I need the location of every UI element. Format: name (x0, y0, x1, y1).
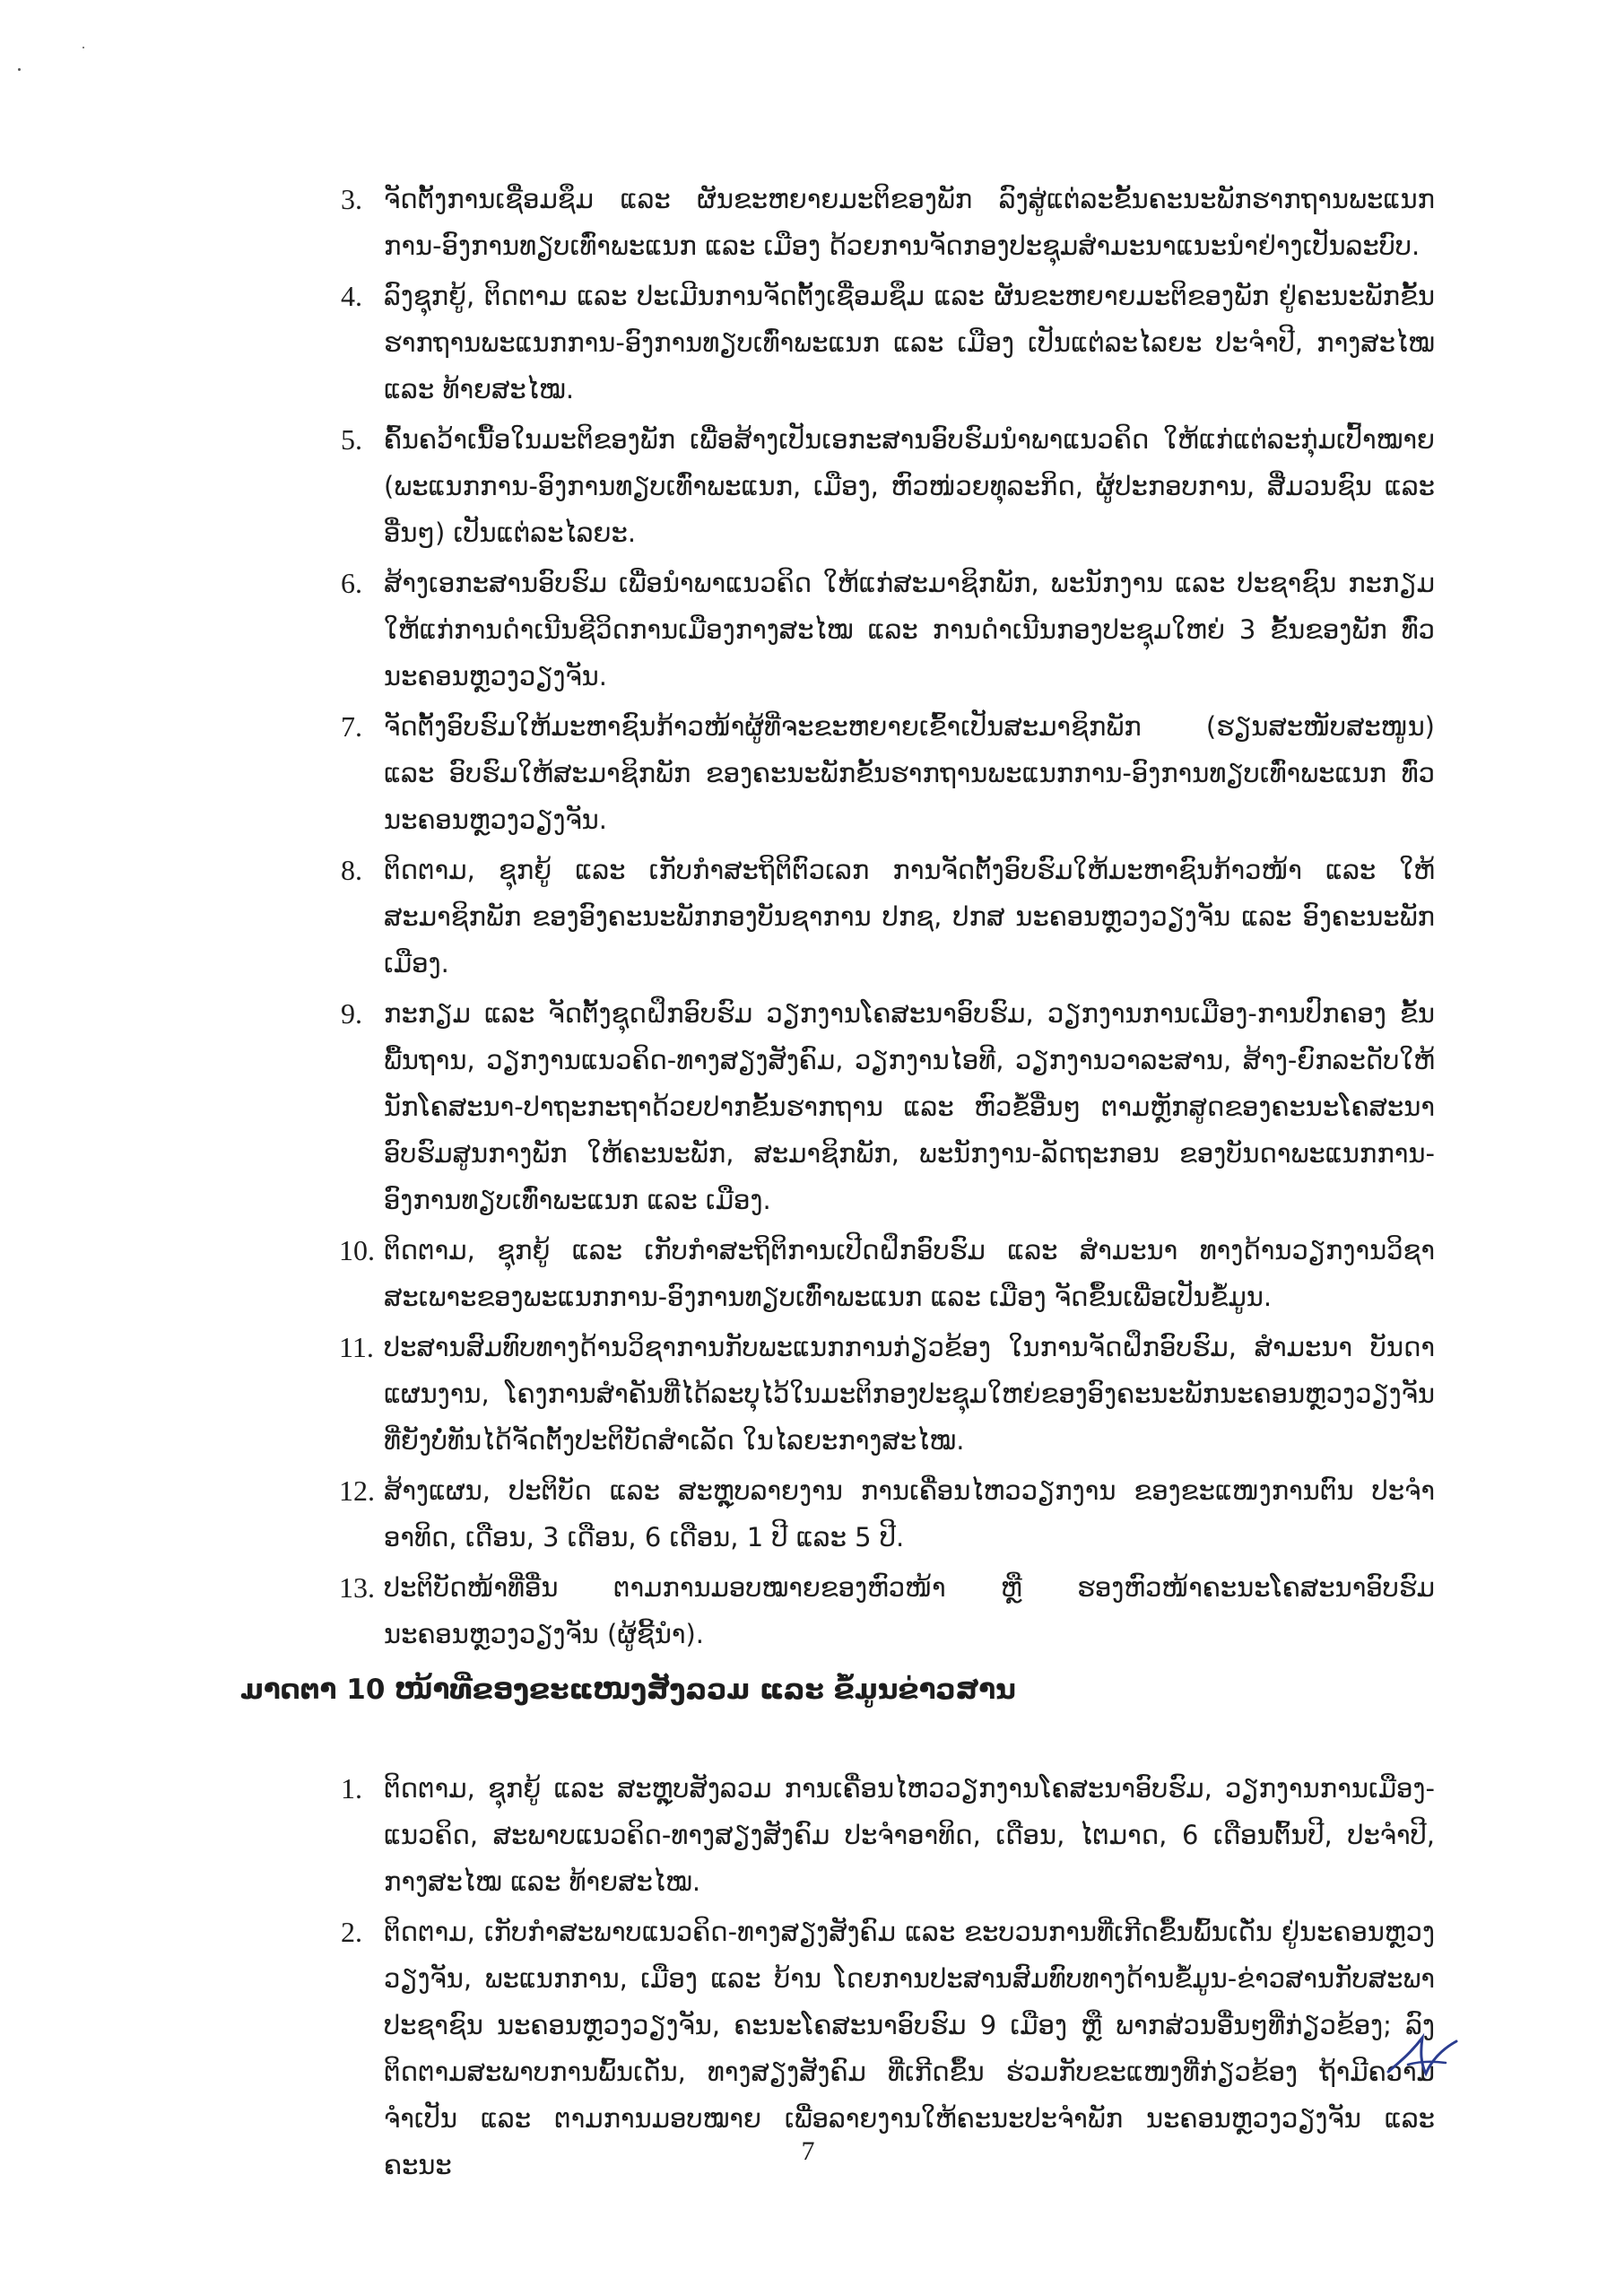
item-number: 7. (341, 710, 362, 743)
list-item (341, 1324, 1435, 1464)
item-text: ຕິດຕາມ, ຊຸກຍູ້ ແລະ ສະຫຼຸບສັງລວມ ການເຄື່ອນໄຫວວຽກງານໂຄສະນາອົບຮົມ, ວຽກງານການເມືອງ-ແນວຄິດ, ສະພາບແນວຄິດ-ທາງສຽງສັງຄົມ ປະຈຳອາທິດ, ເດືອນ, ໄຕມາດ, 6 ເດືອນຕົ້ນປີ, ປະຈຳປີ, ກາງສະໄໝ ແລະ ທ້າຍສະໄໝ. (384, 1773, 1435, 1897)
scan-speck (83, 47, 84, 48)
item-text: ກະກຽມ ແລະ ຈັດຕັ້ງຊຸດຝຶກອົບຮົມ ວຽກງານໂຄສະນາອົບຮົມ, ວຽກງານການເມືອງ-ການປົກຄອງ ຂັ້ນພື້ນຖານ, ວຽກງານແນວຄິດ-ທາງສຽງສັງຄົມ, ວຽກງານໄອທີ, ວຽກງານວາລະສານ, ສ້າງ-ຍົກລະດັບໃຫ້ນັກໂຄສະນາ-ປາຖະກະຖາດ້ວຍປາກຂັ້ນຮາກຖານ ແລະ ຫົວຂໍ້ອື່ນໆ ຕາມຫຼັກສູດຂອງຄະນະໂຄສະນາອົບຮົມສູນກາງພັກ ໃຫ້ຄະນະພັກ, ສະມາຊິກພັກ, ພະນັກງານ-ລັດຖະກອນ ຂອງບັນດາພະແນກການ-ອົງການທຽບເທົ່າພະແນກ ແລະ ເມືອງ. (384, 998, 1435, 1215)
handwritten-initial-signature (1381, 2025, 1462, 2088)
list-item (341, 273, 1435, 413)
item-number: 4. (341, 280, 362, 312)
list-item (341, 176, 1435, 269)
article-10-heading: ມາດຕາ 10 ໜ້າທີ່ຂອງຂະແໜງສັງລວມ ແລະ ຂໍ້ມູນຂ່າວສານ (240, 1674, 1016, 1706)
item-text: ປະຕິບັດໜ້າທີ່ອື່ນ ຕາມການມອບໝາຍຂອງຫົວໜ້າ ຫຼື ຮອງຫົວໜ້າຄະນະໂຄສະນາອົບຮົມ ນະຄອນຫຼວງວຽງຈັນ (ຜູ້ຊີ້ນຳ). (384, 1572, 1435, 1649)
item-number: 9. (341, 997, 362, 1030)
item-number: 13. (339, 1571, 375, 1604)
list-item (341, 1227, 1435, 1320)
item-text: ຕິດຕາມ, ເກັບກຳສະພາບແນວຄິດ-ທາງສຽງສັງຄົມ ແລະ ຂະບວນການທີ່ເກີດຂຶ້ນພົ້ນເດັ່ນ ຢູ່ນະຄອນຫຼວງວຽງຈັນ, ພະແນກການ, ເມືອງ ແລະ ບ້ານ ໂດຍການປະສານສົມທົບທາງດ້ານຂໍ້ມູນ-ຂ່າວສານກັບສະພາປະຊາຊົນ ນະຄອນຫຼວງວຽງຈັນ, ຄະນະໂຄສະນາອົບຮົມ 9 ເມືອງ ຫຼື ພາກສ່ວນອື່ນໆທີ່ກ່ຽວຂ້ອງ; ລົງຕິດຕາມສະພາບການພົ້ນເດັ່ນ, ທາງສຽງສັງຄົມ ທີ່ເກີດຂຶ້ນ ຮ່ວມກັບຂະແໜງທີ່ກ່ຽວຂ້ອງ ຖ້າມີຄວາມຈຳເປັນ ແລະ ຕາມການມອບໝາຍ ເພື່ອລາຍງານໃຫ້ຄະນະປະຈຳພັກ ນະຄອນຫຼວງວຽງຈັນ ແລະ ຄະນະ (384, 1917, 1435, 2180)
item-number: 8. (341, 854, 362, 886)
duties-list-continued (341, 176, 1435, 1661)
page-number: 7 (801, 2136, 815, 2166)
list-item (341, 416, 1435, 556)
item-text: ປະສານສົມທົບທາງດ້ານວິຊາການກັບພະແນກການກ່ຽວຂ້ອງ ໃນການຈັດຝຶກອົບຮົມ, ສຳມະນາ ບັນດາແຜນງານ, ໂຄງການສຳຄັນທີ່ໄດ້ລະບຸໄວ້ໃນມະຕິກອງປະຊຸມໃຫຍ່ຂອງອົງຄະນະພັກນະຄອນຫຼວງວຽງຈັນທີ່ຍັງບໍ່ທັນໄດ້ຈັດຕັ້ງປະຕິບັດສຳເລັດ ໃນໄລຍະກາງສະໄໝ. (384, 1332, 1435, 1456)
item-text: ຕິດຕາມ, ຊຸກຍູ້ ແລະ ເກັບກຳສະຖິຕິການເປີດຝຶກອົບຮົມ ແລະ ສຳມະນາ ທາງດ້ານວຽກງານວິຊາສະເພາະຂອງພະແນກການ-ອົງການທຽບເທົ່າພະແນກ ແລະ ເມືອງ ຈັດຂຶ້ນເພື່ອເປັນຂໍ້ມູນ. (384, 1235, 1435, 1312)
item-number: 10. (339, 1234, 375, 1266)
list-item (341, 990, 1435, 1223)
list-item (341, 847, 1435, 987)
item-text: ສ້າງແຜນ, ປະຕິບັດ ແລະ ສະຫຼຸບລາຍງານ ການເຄື່ອນໄຫວວຽກງານ ຂອງຂະແໜງການຕົນ ປະຈຳອາທິດ, ເດືອນ, 3 ເດືອນ, 6 ເດືອນ, 1 ປີ ແລະ 5 ປີ. (384, 1475, 1435, 1552)
item-number: 12. (339, 1474, 375, 1507)
item-number: 1. (341, 1772, 362, 1805)
list-item (341, 1564, 1435, 1657)
item-text: ຈັດຕັ້ງອົບຮົມໃຫ້ມະຫາຊົນກ້າວໜ້າຜູ້ທີ່ຈະຂະຫຍາຍເຂົ້າເປັນສະມາຊິກພັກ (ຮຽນສະໜັບສະໜູນ) ແລະ ອົບຮົມໃຫ້ສະມາຊິກພັກ ຂອງຄະນະພັກຂັ້ນຮາກຖານພະແນກການ-ອົງການທຽບເທົ່າພະແນກ ທົ່ວນະຄອນຫຼວງວຽງຈັນ. (384, 711, 1435, 835)
list-item (341, 560, 1435, 700)
item-text: ຈັດຕັ້ງການເຊື່ອມຊຶມ ແລະ ຜັນຂະຫຍາຍມະຕິຂອງພັກ ລົງສູ່ແຕ່ລະຂັ້ນຄະນະພັກຮາກຖານພະແນກການ-ອົງການທຽບເທົ່າພະແນກ ແລະ ເມືອງ ດ້ວຍການຈັດກອງປະຊຸມສຳມະນາແນະນຳຢ່າງເປັນລະບົບ. (384, 184, 1435, 261)
list-item (341, 703, 1435, 843)
article-10-duties-list (341, 1765, 1435, 2192)
list-item (341, 1765, 1435, 1905)
item-text: ສ້າງເອກະສານອົບຮົມ ເພື່ອນຳພາແນວຄິດ ໃຫ້ແກ່ສະມາຊິກພັກ, ພະນັກງານ ແລະ ປະຊາຊົນ ກະກຽມໃຫ້ແກ່ການດຳເນີນຊີວິດການເມືອງກາງສະໄໝ ແລະ ການດຳເນີນກອງປະຊຸມໃຫຍ່ 3 ຂັ້ນຂອງພັກ ທົ່ວນະຄອນຫຼວງວຽງຈັນ. (384, 568, 1435, 691)
list-item (341, 1467, 1435, 1561)
item-number: 5. (341, 423, 362, 456)
scan-speck (18, 68, 21, 71)
item-text: ຕິດຕາມ, ຊຸກຍູ້ ແລະ ເກັບກຳສະຖິຕິຕົວເລກ ການຈັດຕັ້ງອົບຮົມໃຫ້ມະຫາຊົນກ້າວໜ້າ ແລະ ໃຫ້ສະມາຊິກພັກ ຂອງອົງຄະນະພັກກອງບັນຊາການ ປກຊ, ປກສ ນະຄອນຫຼວງວຽງຈັນ ແລະ ອົງຄະນະພັກເມືອງ. (384, 855, 1435, 978)
item-number: 6. (341, 567, 362, 599)
item-number: 3. (341, 183, 362, 215)
item-text: ຄົ້ນຄວ້າເນື້ອໃນມະຕິຂອງພັກ ເພື່ອສ້າງເປັນເອກະສານອົບຮົມນຳພາແນວຄິດ ໃຫ້ແກ່ແຕ່ລະກຸ່ມເປົ້າໝາຍ (ພະແນກການ-ອົງການທຽບເທົ່າພະແນກ, ເມືອງ, ຫົວໜ່ວຍທຸລະກິດ, ຜູ້ປະກອບການ, ສື່ມວນຊົນ ແລະ ອື່ນໆ) ເປັນແຕ່ລະໄລຍະ. (384, 424, 1435, 548)
item-number: 2. (341, 1916, 362, 1948)
item-text: ລົງຊຸກຍູ້, ຕິດຕາມ ແລະ ປະເມີນການຈັດຕັ້ງເຊື່ອມຊຶມ ແລະ ຜັນຂະຫຍາຍມະຕິຂອງພັກ ຢູ່ຄະນະພັກຂັ້ນຮາກຖານພະແນກການ-ອົງການທຽບເທົ່າພະແນກ ແລະ ເມືອງ ເປັນແຕ່ລະໄລຍະ ປະຈຳປີ, ກາງສະໄໝ ແລະ ທ້າຍສະໄໝ. (384, 281, 1435, 404)
item-number: 11. (339, 1331, 374, 1363)
